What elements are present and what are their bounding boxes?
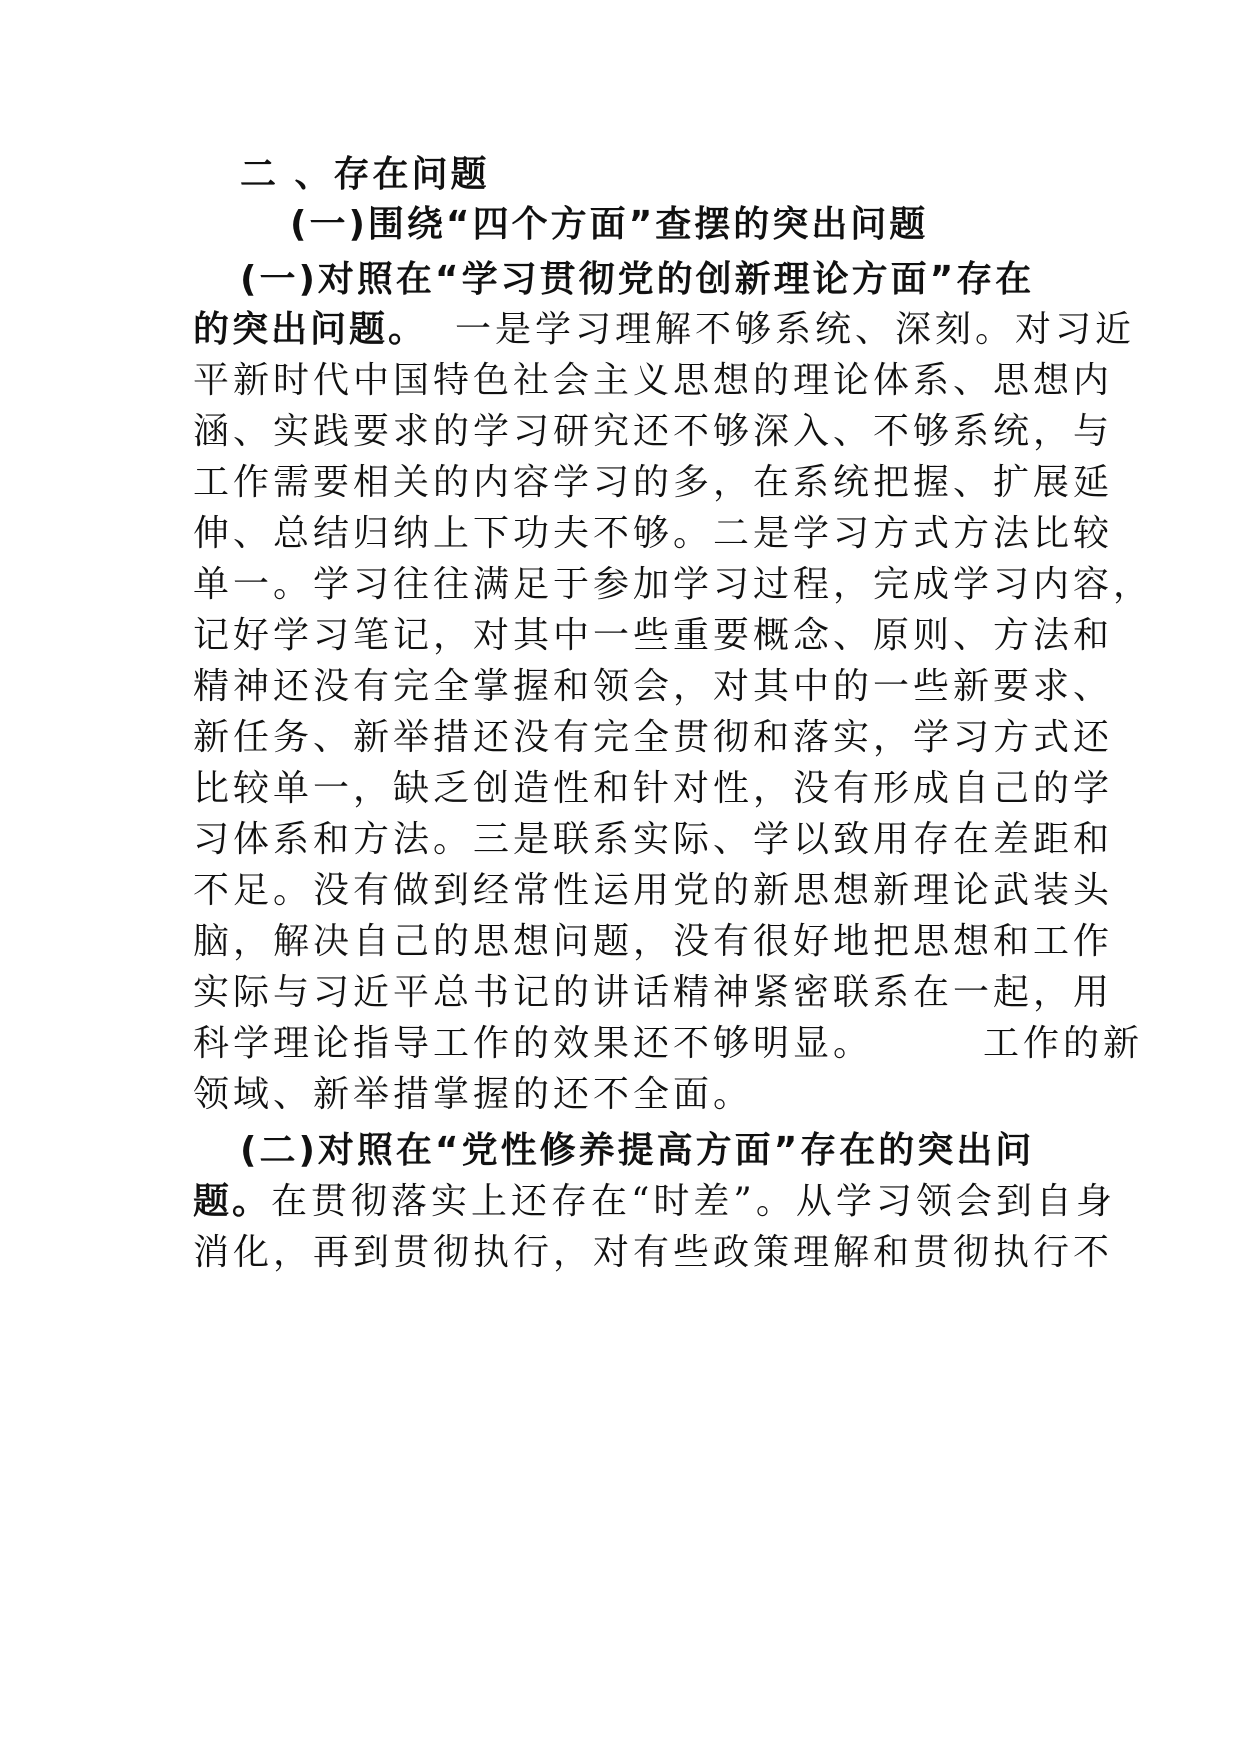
paragraph-1-heading-line [240, 257, 1100, 303]
paragraph-1-line-last [193, 1021, 1144, 1067]
paragraph-1-line: 实际与习近平总书记的讲话精神紧密联系在一起，用 [193, 972, 1114, 1013]
paragraph-1-line-1 [193, 307, 1136, 353]
paragraph-2-line-2: 消化，再到贯彻执行，对有些政策理解和贯彻执行不 [193, 1232, 1114, 1273]
paragraph-1-heading-part1: (一)对照在“学习贯彻党的创新理论方面”存在 [240, 259, 1035, 300]
paragraph-1-line: 涵、实践要求的学习研究还不够深入、不够系统，与 [193, 411, 1114, 452]
paragraph-2-heading-part1: (二)对照在“党性修养提高方面”存在的突出问 [240, 1130, 1035, 1171]
paragraph-1-line: 习体系和方法。三是联系实际、学以致用存在差距和 [193, 819, 1114, 860]
paragraph-1-line: 新任务、新举措还没有完全贯彻和落实，学习方式还 [193, 717, 1114, 758]
paragraph-1-line-final: 领域、新举措掌握的还不全面。 [193, 1074, 754, 1115]
paragraph-1-text: 科学理论指导工作的效果还不够明显。 [193, 1023, 874, 1064]
paragraph-2-text: 在贯彻落实上还存在“时差”。从学习领会到自身 [271, 1181, 1116, 1222]
paragraph-1-text: 工作的新 [983, 1023, 1144, 1064]
paragraph-1-line: 精神还没有完全掌握和领会，对其中的一些新要求、 [193, 666, 1114, 707]
paragraph-1-line: 工作需要相关的内容学习的多，在系统把握、扩展延 [193, 462, 1114, 503]
subsection-title: (一)围绕“四个方面”查摆的突出问题 [290, 204, 929, 245]
paragraph-2-line-1 [193, 1179, 1116, 1225]
section-title: 二 、存在问题 [240, 154, 490, 195]
paragraph-1-line: 记好学习笔记，对其中一些重要概念、原则、方法和 [193, 615, 1114, 656]
paragraph-1-heading-part2: 的突出问题。 [193, 309, 428, 350]
paragraph-1-text: 一是学习理解不够系统、深刻。对习近 [455, 309, 1136, 350]
paragraph-1-line: 平新时代中国特色社会主义思想的理论体系、思想内 [193, 360, 1114, 401]
paragraph-1-line: 单一。学习往往满足于参加学习过程，完成学习内容， [193, 564, 1154, 605]
paragraph-1-line: 不足。没有做到经常性运用党的新思想新理论武装头 [193, 870, 1114, 911]
paragraph-2-heading-part2: 题。 [193, 1181, 272, 1222]
paragraph-1-line: 比较单一，缺乏创造性和针对性，没有形成自己的学 [193, 768, 1114, 809]
paragraph-1-line: 伸、总结归纳上下功夫不够。二是学习方式方法比较 [193, 513, 1114, 554]
paragraph-1-line: 脑，解决自己的思想问题，没有很好地把思想和工作 [193, 921, 1114, 962]
paragraph-2-heading-line [240, 1128, 1100, 1174]
